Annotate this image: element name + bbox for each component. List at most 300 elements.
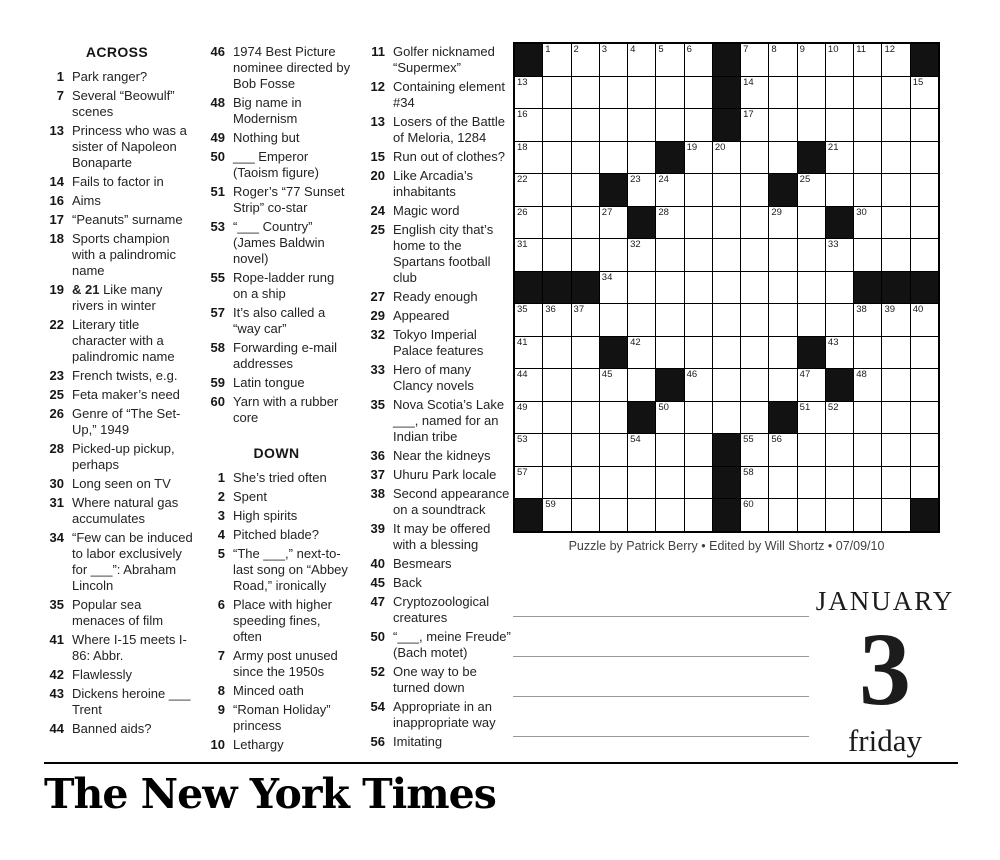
grid-cell-r2c2[interactable] xyxy=(543,77,570,109)
grid-cell-r4c1[interactable] xyxy=(515,142,542,174)
grid-cell-r1c4[interactable] xyxy=(600,44,627,76)
cell-number: 34 xyxy=(601,271,613,283)
clue-text: High spirits xyxy=(233,508,298,523)
grid-cell-r8c9[interactable] xyxy=(741,272,768,304)
grid-cell-r7c7[interactable] xyxy=(685,239,712,271)
grid-cell-r5c9[interactable] xyxy=(741,174,768,206)
grid-cell-r7c15[interactable] xyxy=(911,239,938,271)
grid-cell-r1c6[interactable] xyxy=(656,44,683,76)
grid-cell-r3c2[interactable] xyxy=(543,109,570,141)
grid-cell-r15c4[interactable] xyxy=(600,499,627,531)
clue-number: 51 xyxy=(210,184,225,199)
grid-cell-r2c7[interactable] xyxy=(685,77,712,109)
grid-cell-r5c13[interactable] xyxy=(854,174,881,206)
across-clue-16 xyxy=(40,193,194,209)
cell-number: 16 xyxy=(517,109,528,121)
across-clue-31 xyxy=(40,495,194,527)
grid-cell-r11c14[interactable] xyxy=(882,369,909,401)
cell-number: 30 xyxy=(856,206,867,218)
grid-cell-r3c11[interactable] xyxy=(798,109,825,141)
grid-cell-r3c6[interactable] xyxy=(656,109,683,141)
grid-cell-r4c14[interactable] xyxy=(882,142,909,174)
grid-cell-r4c4[interactable] xyxy=(600,142,627,174)
down-clue-3 xyxy=(201,508,352,524)
grid-cell-r5c6[interactable] xyxy=(656,174,683,206)
grid-cell-r3c4[interactable] xyxy=(600,109,627,141)
clue-text: Ready enough xyxy=(393,289,478,304)
clue-number: 9 xyxy=(217,702,225,717)
nyt-logo: The New York Times xyxy=(44,770,496,818)
clue-text: Nova Scotia’s Lake ___, named for an Indian tribe xyxy=(393,397,505,444)
note-line[interactable] xyxy=(513,616,809,617)
grid-cell-r11c8[interactable] xyxy=(713,369,740,401)
down-header: DOWN xyxy=(253,445,300,461)
across-clue-55 xyxy=(201,270,352,302)
cell-number: 33 xyxy=(827,239,839,251)
grid-cell-r12c14[interactable] xyxy=(882,402,909,434)
grid-cell-r1c5[interactable] xyxy=(628,44,655,76)
grid-cell-r12c9[interactable] xyxy=(741,402,768,434)
grid-cell-r15c6[interactable] xyxy=(656,499,683,531)
clues-column-middle xyxy=(201,44,352,756)
grid-cell-r11c5[interactable] xyxy=(628,369,655,401)
grid-cell-r8c7[interactable] xyxy=(685,272,712,304)
grid-cell-r6c7[interactable] xyxy=(685,207,712,239)
clue-text: Minced oath xyxy=(233,683,304,698)
clue-text: Hero of many Clancy novels xyxy=(393,362,474,393)
grid-cell-r10c5[interactable] xyxy=(628,337,655,369)
grid-cell-r5c8[interactable] xyxy=(713,174,740,206)
grid-cell-r4c8[interactable] xyxy=(713,142,740,174)
clue-number: 45 xyxy=(370,575,385,590)
cell-number: 48 xyxy=(856,369,867,381)
grid-cell-r1c9[interactable] xyxy=(741,44,768,76)
grid-cell-r4c5[interactable] xyxy=(628,142,655,174)
cell-number: 35 xyxy=(517,304,528,316)
grid-cell-r15c13[interactable] xyxy=(854,499,881,531)
grid-cell-r14c5[interactable] xyxy=(628,467,655,499)
grid-cell-r7c8[interactable] xyxy=(713,239,740,271)
grid-cell-r11c10[interactable] xyxy=(769,369,796,401)
grid-cell-r8c6[interactable] xyxy=(656,272,683,304)
grid-cell-r9c5[interactable] xyxy=(628,304,655,336)
grid-cell-r10c1[interactable] xyxy=(515,337,542,369)
grid-cell-r6c13[interactable] xyxy=(854,207,881,239)
grid-cell-r6c11[interactable] xyxy=(798,207,825,239)
grid-cell-r10c13[interactable] xyxy=(854,337,881,369)
grid-cell-r13c13[interactable] xyxy=(854,434,881,466)
clue-text: Place with higher speeding fines, often xyxy=(233,597,332,644)
grid-cell-r10c9[interactable] xyxy=(741,337,768,369)
grid-cell-r13c2[interactable] xyxy=(543,434,570,466)
note-line[interactable] xyxy=(513,656,809,657)
grid-cell-r14c13[interactable] xyxy=(854,467,881,499)
clue-text: & 21 Like many rivers in winter xyxy=(72,282,163,313)
grid-cell-r13c12[interactable] xyxy=(826,434,853,466)
clue-number: 39 xyxy=(370,521,385,536)
grid-cell-r11c4[interactable] xyxy=(600,369,627,401)
grid-cell-r8c5[interactable] xyxy=(628,272,655,304)
grid-cell-r12c2[interactable] xyxy=(543,402,570,434)
grid-cell-r5c3[interactable] xyxy=(572,174,599,206)
grid-cell-r2c11[interactable] xyxy=(798,77,825,109)
clue-number: 36 xyxy=(370,448,385,463)
grid-cell-r10c15[interactable] xyxy=(911,337,938,369)
grid-cell-r7c6[interactable] xyxy=(656,239,683,271)
down-clue-38 xyxy=(361,486,512,518)
grid-cell-r3c14[interactable] xyxy=(882,109,909,141)
down-clue-5 xyxy=(201,546,352,594)
grid-cell-r9c8[interactable] xyxy=(713,304,740,336)
crossword-grid xyxy=(513,42,940,533)
clue-number: 11 xyxy=(371,44,385,59)
grid-cell-r5c11[interactable] xyxy=(798,174,825,206)
across-clue-58 xyxy=(201,340,352,372)
cell-number: 26 xyxy=(517,206,528,218)
grid-cell-r10c14[interactable] xyxy=(882,337,909,369)
black-square xyxy=(543,272,570,304)
grid-cell-r9c7[interactable] xyxy=(685,304,712,336)
grid-cell-r2c13[interactable] xyxy=(854,77,881,109)
note-line[interactable] xyxy=(513,696,809,697)
clue-text: Big name in Modernism xyxy=(233,95,302,126)
grid-cell-r11c3[interactable] xyxy=(572,369,599,401)
across-clue-41 xyxy=(40,632,194,664)
grid-cell-r15c10[interactable] xyxy=(769,499,796,531)
calendar-day-number: 3 xyxy=(859,612,911,727)
grid-cell-r9c14[interactable] xyxy=(882,304,909,336)
clue-text: Appeared xyxy=(393,308,450,323)
grid-cell-r12c8[interactable] xyxy=(713,402,740,434)
grid-cell-r14c7[interactable] xyxy=(685,467,712,499)
clue-number: 23 xyxy=(49,368,64,383)
grid-cell-r15c5[interactable] xyxy=(628,499,655,531)
grid-cell-r2c3[interactable] xyxy=(572,77,599,109)
clue-text: “Roman Holiday” princess xyxy=(233,702,331,733)
clue-number: 29 xyxy=(370,308,385,323)
grid-cell-r9c3[interactable] xyxy=(572,304,599,336)
grid-cell-r5c7[interactable] xyxy=(685,174,712,206)
grid-cell-r7c1[interactable] xyxy=(515,239,542,271)
grid-cell-r3c15[interactable] xyxy=(911,109,938,141)
grid-cell-r10c12[interactable] xyxy=(826,337,853,369)
clue-text: Spent xyxy=(233,489,267,504)
clue-text: Where natural gas accumulates xyxy=(72,495,179,526)
black-square xyxy=(515,44,542,76)
grid-cell-r7c10[interactable] xyxy=(769,239,796,271)
grid-cell-r9c1[interactable] xyxy=(515,304,542,336)
grid-cell-r5c2[interactable] xyxy=(543,174,570,206)
grid-cell-r11c15[interactable] xyxy=(911,369,938,401)
grid-cell-r5c15[interactable] xyxy=(911,174,938,206)
grid-cell-r11c7[interactable] xyxy=(685,369,712,401)
grid-cell-r3c1[interactable] xyxy=(515,109,542,141)
grid-cell-r1c2[interactable] xyxy=(543,44,570,76)
grid-cell-r13c6[interactable] xyxy=(656,434,683,466)
grid-cell-r13c10[interactable] xyxy=(769,434,796,466)
down-clue-47 xyxy=(361,594,512,626)
clue-number: 31 xyxy=(49,495,64,510)
grid-cell-r15c3[interactable] xyxy=(572,499,599,531)
grid-cell-r13c14[interactable] xyxy=(882,434,909,466)
grid-cell-r7c9[interactable] xyxy=(741,239,768,271)
clue-number: 46 xyxy=(210,44,225,59)
grid-cell-r15c2[interactable] xyxy=(543,499,570,531)
down-clue-2 xyxy=(201,489,352,505)
grid-cell-r14c15[interactable] xyxy=(911,467,938,499)
grid-cell-r14c3[interactable] xyxy=(572,467,599,499)
grid-cell-r9c12[interactable] xyxy=(826,304,853,336)
grid-cell-r9c2[interactable] xyxy=(543,304,570,336)
across-clue-46 xyxy=(201,44,352,92)
grid-cell-r4c13[interactable] xyxy=(854,142,881,174)
across-clues-column xyxy=(40,44,194,740)
clue-number: 13 xyxy=(49,123,64,138)
down-clue-12 xyxy=(361,79,512,111)
grid-cell-r14c12[interactable] xyxy=(826,467,853,499)
grid-cell-r13c11[interactable] xyxy=(798,434,825,466)
grid-cell-r5c5[interactable] xyxy=(628,174,655,206)
grid-cell-r10c7[interactable] xyxy=(685,337,712,369)
cell-number: 21 xyxy=(827,141,839,153)
cell-number: 6 xyxy=(686,44,692,55)
grid-cell-r3c12[interactable] xyxy=(826,109,853,141)
grid-cell-r3c9[interactable] xyxy=(741,109,768,141)
grid-cell-r13c9[interactable] xyxy=(741,434,768,466)
grid-cell-r4c9[interactable] xyxy=(741,142,768,174)
grid-cell-r4c15[interactable] xyxy=(911,142,938,174)
clue-text: Popular sea menaces of film xyxy=(72,597,164,628)
grid-cell-r10c6[interactable] xyxy=(656,337,683,369)
black-square xyxy=(628,402,655,434)
black-square xyxy=(882,272,909,304)
clue-text: ___ Emperor (Taoism figure) xyxy=(233,149,319,180)
black-square xyxy=(515,499,542,531)
grid-cell-r2c14[interactable] xyxy=(882,77,909,109)
grid-cell-r9c13[interactable] xyxy=(854,304,881,336)
grid-cell-r11c9[interactable] xyxy=(741,369,768,401)
grid-cell-r8c4[interactable] xyxy=(600,272,627,304)
cell-number: 18 xyxy=(517,141,528,153)
grid-cell-r5c12[interactable] xyxy=(826,174,853,206)
grid-cell-r13c1[interactable] xyxy=(515,434,542,466)
grid-cell-r12c1[interactable] xyxy=(515,402,542,434)
grid-cell-r15c12[interactable] xyxy=(826,499,853,531)
clue-number: 28 xyxy=(49,441,64,456)
grid-cell-r15c11[interactable] xyxy=(798,499,825,531)
clue-number: 43 xyxy=(49,686,64,701)
grid-cell-r12c4[interactable] xyxy=(600,402,627,434)
grid-cell-r6c2[interactable] xyxy=(543,207,570,239)
grid-cell-r9c4[interactable] xyxy=(600,304,627,336)
grid-cell-r3c10[interactable] xyxy=(769,109,796,141)
grid-cell-r14c10[interactable] xyxy=(769,467,796,499)
grid-cell-r12c6[interactable] xyxy=(656,402,683,434)
grid-cell-r3c3[interactable] xyxy=(572,109,599,141)
grid-cell-r11c1[interactable] xyxy=(515,369,542,401)
grid-cell-r14c14[interactable] xyxy=(882,467,909,499)
grid-cell-r13c7[interactable] xyxy=(685,434,712,466)
across-clue-7 xyxy=(40,88,194,120)
grid-cell-r12c15[interactable] xyxy=(911,402,938,434)
clue-number: 58 xyxy=(210,340,225,355)
grid-cell-r9c11[interactable] xyxy=(798,304,825,336)
grid-cell-r6c14[interactable] xyxy=(882,207,909,239)
grid-cell-r2c12[interactable] xyxy=(826,77,853,109)
grid-cell-r4c3[interactable] xyxy=(572,142,599,174)
grid-cell-r2c4[interactable] xyxy=(600,77,627,109)
grid-cell-r10c8[interactable] xyxy=(713,337,740,369)
grid-cell-r9c10[interactable] xyxy=(769,304,796,336)
grid-cell-r13c4[interactable] xyxy=(600,434,627,466)
down-clue-13 xyxy=(361,114,512,146)
cell-number: 7 xyxy=(743,44,749,55)
clue-number: 41 xyxy=(49,632,64,647)
grid-cell-r1c3[interactable] xyxy=(572,44,599,76)
grid-cell-r10c10[interactable] xyxy=(769,337,796,369)
grid-cell-r12c11[interactable] xyxy=(798,402,825,434)
grid-cell-r7c14[interactable] xyxy=(882,239,909,271)
grid-cell-r15c7[interactable] xyxy=(685,499,712,531)
grid-cell-r7c4[interactable] xyxy=(600,239,627,271)
clue-number: 6 xyxy=(217,597,225,612)
grid-cell-r14c1[interactable] xyxy=(515,467,542,499)
grid-cell-r9c15[interactable] xyxy=(911,304,938,336)
grid-cell-r2c1[interactable] xyxy=(515,77,542,109)
across-clue-1 xyxy=(40,69,194,85)
footer-divider-rule xyxy=(44,762,958,764)
grid-cell-r14c4[interactable] xyxy=(600,467,627,499)
across-clue-35 xyxy=(40,597,194,629)
black-square xyxy=(911,272,938,304)
grid-cell-r2c10[interactable] xyxy=(769,77,796,109)
grid-cell-r1c14[interactable] xyxy=(882,44,909,76)
grid-cell-r1c12[interactable] xyxy=(826,44,853,76)
grid-cell-r7c2[interactable] xyxy=(543,239,570,271)
across-clue-23 xyxy=(40,368,194,384)
grid-cell-r11c2[interactable] xyxy=(543,369,570,401)
grid-cell-r12c12[interactable] xyxy=(826,402,853,434)
grid-cell-r7c11[interactable] xyxy=(798,239,825,271)
clue-text: Losers of the Battle of Meloria, 1284 xyxy=(393,114,506,145)
grid-cell-r11c11[interactable] xyxy=(798,369,825,401)
grid-cell-r2c5[interactable] xyxy=(628,77,655,109)
grid-cell-r1c10[interactable] xyxy=(769,44,796,76)
clue-text: It’s also called a “way car” xyxy=(233,305,326,336)
note-line[interactable] xyxy=(513,736,809,737)
grid-cell-r6c8[interactable] xyxy=(713,207,740,239)
across-clue-53 xyxy=(201,219,352,267)
clue-number: 5 xyxy=(217,546,225,561)
grid-cell-r6c1[interactable] xyxy=(515,207,542,239)
clue-text: Magic word xyxy=(393,203,460,218)
across-clue-26 xyxy=(40,406,194,438)
grid-cell-r14c2[interactable] xyxy=(543,467,570,499)
down-clue-1 xyxy=(201,470,352,486)
grid-cell-r3c5[interactable] xyxy=(628,109,655,141)
grid-cell-r10c2[interactable] xyxy=(543,337,570,369)
grid-cell-r3c13[interactable] xyxy=(854,109,881,141)
grid-cell-r15c9[interactable] xyxy=(741,499,768,531)
cell-number: 4 xyxy=(630,44,636,55)
grid-cell-r13c15[interactable] xyxy=(911,434,938,466)
black-square xyxy=(600,337,627,369)
grid-cell-r6c4[interactable] xyxy=(600,207,627,239)
grid-cell-r4c10[interactable] xyxy=(769,142,796,174)
grid-cell-r12c3[interactable] xyxy=(572,402,599,434)
grid-cell-r8c11[interactable] xyxy=(798,272,825,304)
black-square xyxy=(713,44,740,76)
grid-cell-r11c13[interactable] xyxy=(854,369,881,401)
black-square xyxy=(600,174,627,206)
grid-cell-r7c5[interactable] xyxy=(628,239,655,271)
grid-cell-r4c2[interactable] xyxy=(543,142,570,174)
grid-cell-r5c14[interactable] xyxy=(882,174,909,206)
grid-cell-r1c13[interactable] xyxy=(854,44,881,76)
grid-cell-r8c10[interactable] xyxy=(769,272,796,304)
grid-cell-r3c7[interactable] xyxy=(685,109,712,141)
grid-cell-r14c11[interactable] xyxy=(798,467,825,499)
grid-cell-r15c14[interactable] xyxy=(882,499,909,531)
down-clue-7 xyxy=(201,648,352,680)
grid-cell-r8c12[interactable] xyxy=(826,272,853,304)
grid-cell-r2c9[interactable] xyxy=(741,77,768,109)
grid-cell-r13c3[interactable] xyxy=(572,434,599,466)
grid-cell-r1c7[interactable] xyxy=(685,44,712,76)
grid-cell-r14c9[interactable] xyxy=(741,467,768,499)
grid-cell-r12c13[interactable] xyxy=(854,402,881,434)
grid-cell-r13c5[interactable] xyxy=(628,434,655,466)
grid-cell-r6c3[interactable] xyxy=(572,207,599,239)
down-clue-39 xyxy=(361,521,512,553)
clue-text: Aims xyxy=(72,193,101,208)
cell-number: 45 xyxy=(601,369,613,381)
grid-cell-r6c9[interactable] xyxy=(741,207,768,239)
across-clue-17 xyxy=(40,212,194,228)
black-square xyxy=(713,499,740,531)
grid-cell-r6c6[interactable] xyxy=(656,207,683,239)
grid-cell-r6c10[interactable] xyxy=(769,207,796,239)
across-clue-57 xyxy=(201,305,352,337)
clue-text: Long seen on TV xyxy=(72,476,171,491)
grid-cell-r9c9[interactable] xyxy=(741,304,768,336)
down-clue-29 xyxy=(361,308,512,324)
grid-cell-r7c3[interactable] xyxy=(572,239,599,271)
grid-cell-r9c6[interactable] xyxy=(656,304,683,336)
grid-cell-r4c7[interactable] xyxy=(685,142,712,174)
clue-number: 50 xyxy=(210,149,225,164)
across-clue-28 xyxy=(40,441,194,473)
clue-number: 47 xyxy=(370,594,385,609)
clue-text: Forwarding e-mail addresses xyxy=(233,340,338,371)
grid-cell-r1c11[interactable] xyxy=(798,44,825,76)
grid-cell-r7c12[interactable] xyxy=(826,239,853,271)
grid-cell-r2c6[interactable] xyxy=(656,77,683,109)
grid-cell-r12c7[interactable] xyxy=(685,402,712,434)
clue-number: 50 xyxy=(370,629,385,644)
grid-cell-r7c13[interactable] xyxy=(854,239,881,271)
cell-number: 5 xyxy=(658,44,664,55)
grid-cell-r8c8[interactable] xyxy=(713,272,740,304)
grid-cell-r14c6[interactable] xyxy=(656,467,683,499)
grid-cell-r10c3[interactable] xyxy=(572,337,599,369)
grid-cell-r6c15[interactable] xyxy=(911,207,938,239)
grid-cell-r4c12[interactable] xyxy=(826,142,853,174)
cell-number: 54 xyxy=(630,434,641,446)
grid-cell-r2c15[interactable] xyxy=(911,77,938,109)
grid-cell-r5c1[interactable] xyxy=(515,174,542,206)
across-clue-30 xyxy=(40,476,194,492)
